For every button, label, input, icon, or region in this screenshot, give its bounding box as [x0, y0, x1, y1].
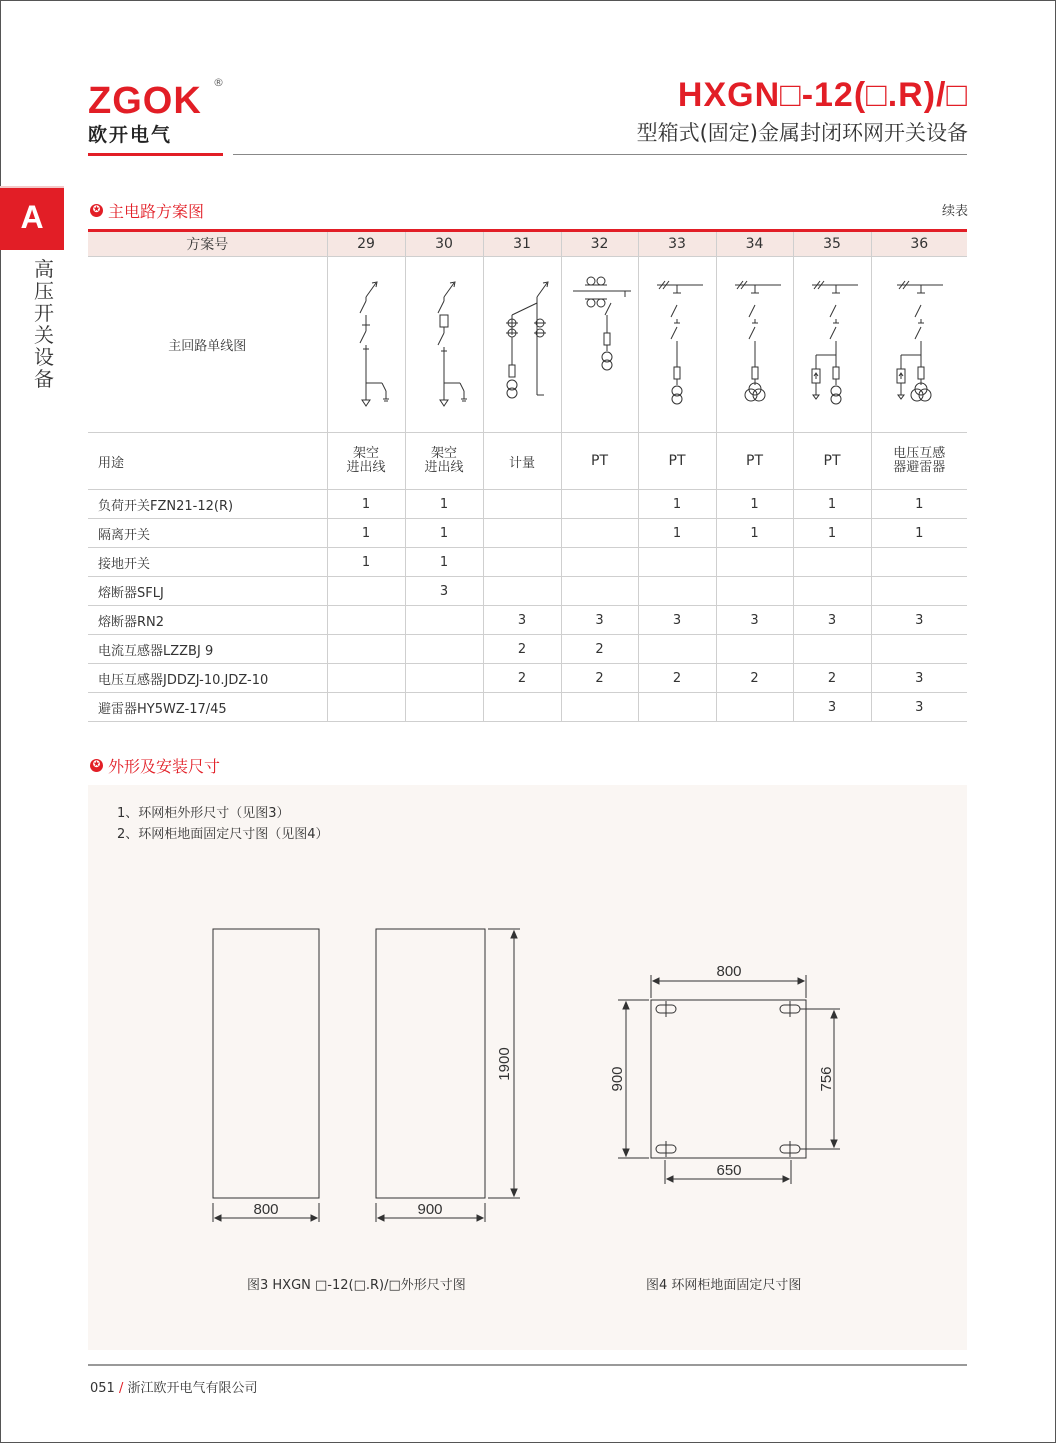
star-bullet-icon: ✪ — [90, 204, 103, 217]
component-label: 电压互感器JDDZJ-10.JDZ-10 — [88, 664, 327, 693]
component-label: 接地开关 — [88, 548, 327, 577]
side-tab-letter: A — [0, 188, 64, 250]
fig3-height: 1900 — [496, 1047, 513, 1081]
fig3-width-b: 900 — [417, 1201, 443, 1218]
footer-separator: / — [118, 1381, 124, 1396]
fig4-caption: 图4 环网柜地面固定尺寸图 — [646, 1278, 802, 1293]
component-count: 3 — [638, 606, 716, 635]
component-count: 1 — [716, 490, 793, 519]
mounting-slot — [656, 1001, 800, 1157]
component-count: 3 — [483, 606, 561, 635]
logo-wordmark: ZGOK — [88, 80, 202, 122]
scheme-number: 30 — [405, 231, 483, 257]
cabinet-side-outline — [376, 929, 485, 1198]
component-count: 1 — [327, 490, 405, 519]
fig4-left-height: 900 — [609, 1066, 626, 1092]
component-count: 1 — [871, 519, 967, 548]
component-label: 负荷开关FZN21-12(R) — [88, 490, 327, 519]
usage-line: 电压互感 — [893, 446, 946, 461]
continued-label: 续表 — [941, 204, 968, 219]
note-line: 2、环网柜地面固定尺寸图（见图4） — [117, 827, 329, 842]
cabinet-front-outline — [213, 929, 319, 1198]
component-label: 熔断器SFLJ — [88, 577, 327, 606]
component-count: 3 — [793, 606, 871, 635]
registered-mark: ® — [213, 76, 224, 89]
component-count: 1 — [871, 490, 967, 519]
scheme-number: 34 — [716, 231, 793, 257]
header-label: 方案号 — [88, 231, 327, 257]
component-count: 3 — [716, 606, 793, 635]
component-count: 1 — [405, 548, 483, 577]
component-count: 3 — [871, 606, 967, 635]
component-count: 3 — [405, 577, 483, 606]
footer — [90, 1377, 258, 1396]
component-label: 避雷器HY5WZ-17/45 — [88, 693, 327, 722]
component-count: 2 — [793, 664, 871, 693]
component-count: 1 — [638, 519, 716, 548]
star-bullet-icon: ✪ — [90, 759, 103, 772]
component-count: 2 — [561, 635, 638, 664]
usage-line: 进出线 — [424, 460, 464, 475]
component-count: 1 — [405, 490, 483, 519]
product-model: HXGN□-12(□.R)/□ — [677, 76, 968, 114]
component-count: 3 — [871, 693, 967, 722]
usage-line: 进出线 — [346, 460, 386, 475]
component-count: 1 — [793, 519, 871, 548]
note-line: 1、环网柜外形尺寸（见图3） — [117, 806, 290, 821]
scheme-number: 31 — [483, 231, 561, 257]
component-count: 2 — [561, 664, 638, 693]
component-count: 2 — [483, 635, 561, 664]
scheme-number: 33 — [638, 231, 716, 257]
scheme-number: 35 — [793, 231, 871, 257]
fig3-caption: 图3 HXGN □-12(□.R)/□外形尺寸图 — [247, 1278, 466, 1293]
footer-company: 浙江欧开电气有限公司 — [127, 1381, 258, 1396]
component-count: 3 — [793, 693, 871, 722]
usage-label: 用途 — [88, 433, 327, 490]
base-plate-outline — [651, 1000, 806, 1158]
component-count: 2 — [483, 664, 561, 693]
company-name-cn: 欧开电气 — [88, 124, 173, 146]
component-count: 1 — [405, 519, 483, 548]
section-title-text: 主电路方案图 — [108, 202, 205, 221]
section-title-text: 外形及安装尺寸 — [108, 757, 221, 776]
component-count: 1 — [638, 490, 716, 519]
component-count: 1 — [716, 519, 793, 548]
component-count: 3 — [561, 606, 638, 635]
fig4-right-height: 756 — [818, 1066, 835, 1092]
component-count: 1 — [327, 548, 405, 577]
usage-line: 架空 — [430, 446, 457, 461]
product-subtitle: 型箱式(固定)金属封闭环网开关设备 — [636, 121, 968, 145]
usage-line: 器避雷器 — [893, 460, 946, 475]
component-count: 2 — [638, 664, 716, 693]
usage-cell: PT — [716, 433, 793, 490]
usage-cell: PT — [638, 433, 716, 490]
diagram-label: 主回路单线图 — [88, 257, 327, 433]
component-label: 电流互感器LZZBJ 9 — [88, 635, 327, 664]
component-count: 3 — [871, 664, 967, 693]
side-category-label: 高压开关设备 — [34, 257, 54, 391]
component-label: 熔断器RN2 — [88, 606, 327, 635]
scheme-number: 32 — [561, 231, 638, 257]
scheme-number: 29 — [327, 231, 405, 257]
usage-line: 架空 — [352, 446, 379, 461]
usage-cell: PT — [793, 433, 871, 490]
component-count: 1 — [793, 490, 871, 519]
component-label: 隔离开关 — [88, 519, 327, 548]
component-count: 1 — [327, 519, 405, 548]
component-count: 2 — [716, 664, 793, 693]
usage-cell: 计量 — [483, 433, 561, 490]
usage-cell: PT — [561, 433, 638, 490]
scheme-number: 36 — [871, 231, 967, 257]
page-number: 051 — [90, 1381, 115, 1396]
footer-divider — [88, 1364, 967, 1366]
fig4-bottom-width: 650 — [716, 1162, 742, 1179]
fig3-width-a: 800 — [253, 1201, 279, 1218]
fig4-top-width: 800 — [716, 963, 742, 980]
